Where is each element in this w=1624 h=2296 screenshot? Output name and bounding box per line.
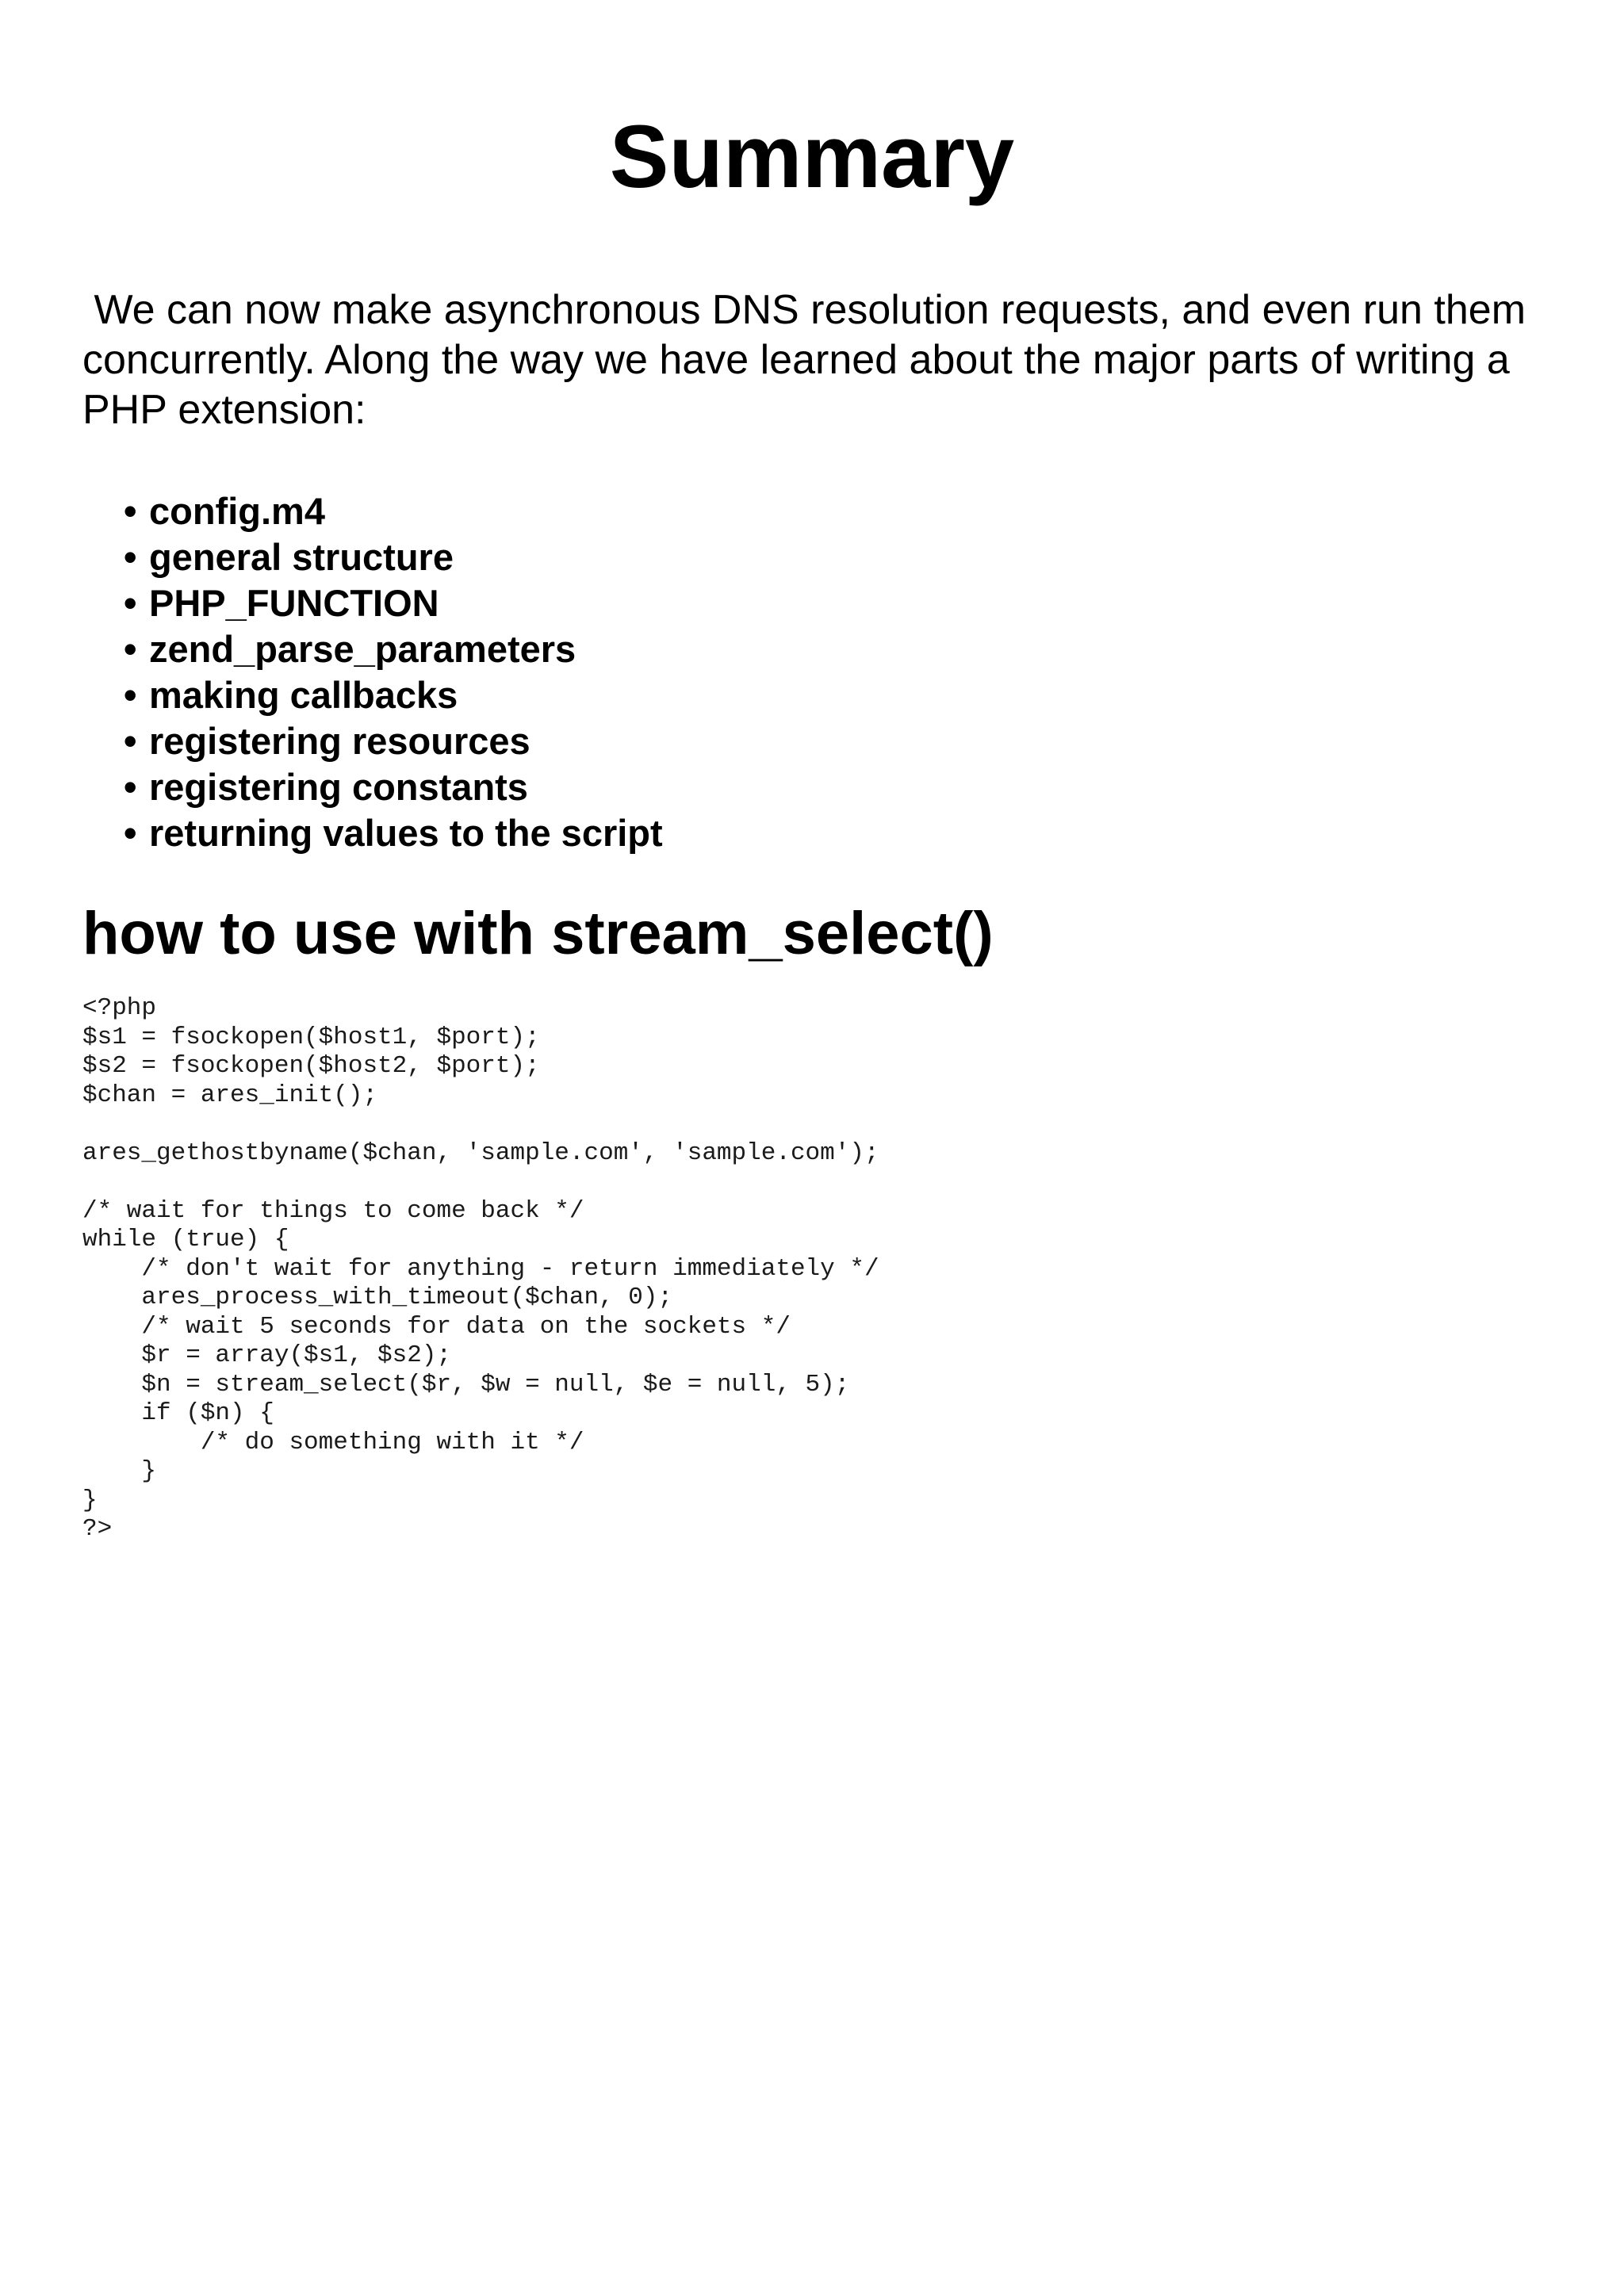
list-item-label: config.m4 xyxy=(149,490,325,532)
bullet-icon: • xyxy=(124,582,137,624)
list-item-label: PHP_FUNCTION xyxy=(149,582,439,624)
bullet-icon: • xyxy=(124,490,137,532)
list-item xyxy=(124,764,663,810)
list-item xyxy=(124,534,663,580)
intro-paragraph: We can now make asynchronous DNS resolution requests, and even run them concurrently. Along the way we have learned about the major parts of writing a PHP extension: xyxy=(82,287,1538,433)
section-heading: how to use with stream_select() xyxy=(82,900,994,967)
topics-list xyxy=(124,488,663,856)
list-item-label: returning values to the script xyxy=(149,812,663,854)
page-title: Summary xyxy=(609,107,1015,206)
list-item-label: making callbacks xyxy=(149,674,458,716)
code-listing: <?php $s1 = fsockopen($host1, $port); $s2 = fsockopen($host2, $port); $chan = ares_init(); ares_gethostbyname($chan, 'sample.com', 'sample.com'); /* wait for things to come back */ while (true) { /* don't wait for anything - return immediately */ ares_process_with_timeout($chan, 0); /* wait 5 seconds for data on the sockets */ $r = array($s1, $s2); $n = stream_select($r, $w = null, $e = null, 5); if ($n) { /* do something with it */ } } ?> xyxy=(82,994,879,1543)
list-item xyxy=(124,718,663,764)
list-item xyxy=(124,810,663,856)
list-item xyxy=(124,580,663,626)
list-item-label: general structure xyxy=(149,536,454,578)
bullet-icon: • xyxy=(124,720,137,762)
bullet-icon: • xyxy=(124,628,137,670)
bullet-icon: • xyxy=(124,766,137,808)
list-item xyxy=(124,488,663,534)
list-item-label: registering constants xyxy=(149,766,528,808)
list-item-label: registering resources xyxy=(149,720,530,762)
bullet-icon: • xyxy=(124,674,137,716)
list-item-label: zend_parse_parameters xyxy=(149,628,576,670)
list-item xyxy=(124,672,663,718)
bullet-icon: • xyxy=(124,812,137,854)
list-item xyxy=(124,626,663,672)
bullet-icon: • xyxy=(124,536,137,578)
